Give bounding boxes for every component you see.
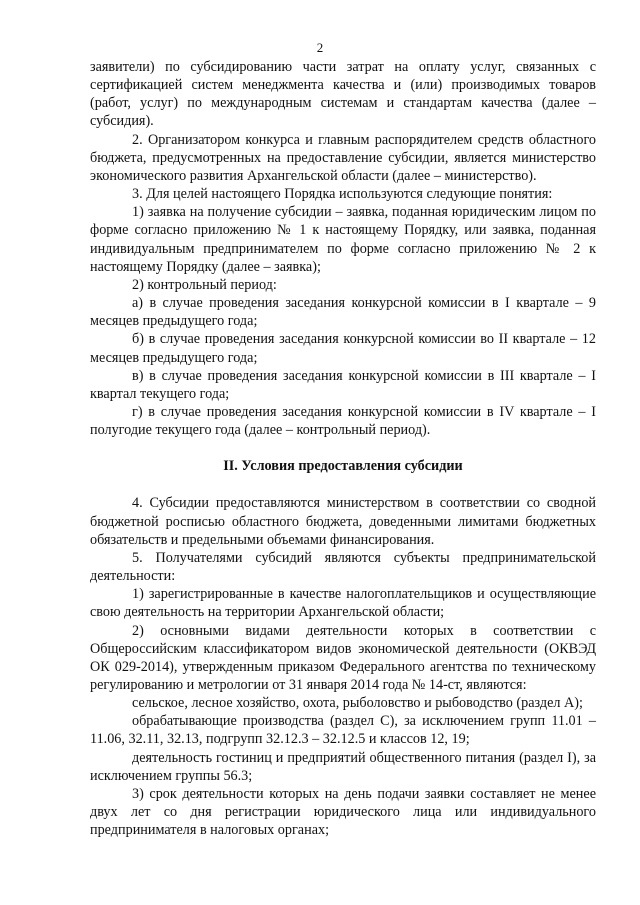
paragraph-period-d: г) в случае проведения заседания конкурсной комиссии в IV квартале – I полугодие текущего года (далее – контрольный период).: [90, 403, 596, 439]
paragraph-clause-3: 3. Для целей настоящего Порядка используются следующие понятия:: [132, 186, 553, 203]
paragraph-clause-5: 5. Получателями субсидий являются субъекты предпринимательской деятельности:: [90, 549, 596, 585]
page-number: 2: [316, 40, 324, 55]
paragraph-clause-2: 2. Организатором конкурса и главным распорядителем средств областного бюджета, предусмотренных на предоставление субсидии, является министерство экономического развития Архангельской области (далее – министерство).: [90, 131, 596, 184]
paragraph-activity-a: сельское, лесное хозяйство, охота, рыболовство и рыбоводство (раздел А);: [132, 695, 583, 712]
paragraph: заявители) по субсидированию части затрат на оплату услуг, связанных с сертификацией систем менеджмента качества и (или) производимых товаров (работ, услуг) по международным системам и стандартам качества (далее – субсидия).: [90, 59, 596, 130]
paragraph-recipient-2: 2) основными видами деятельности которых в соответствии с Общероссийским классификатором видов экономической деятельности (ОКВЭД ОК 029-2014), утвержденным приказом Федерального агентства по техническому регулированию и метрологии от 31 января 2014 года № 14-ст, являются:: [90, 622, 596, 693]
paragraph-period-b: б) в случае проведения заседания конкурсной комиссии во II квартале – 12 месяцев предыдущего года;: [90, 331, 596, 366]
paragraph-clause-4: 4. Субсидии предоставляются министерством в соответствии со сводной бюджетной росписью областного бюджета, доведенными лимитами бюджетных обязательств и предельными объемами финансирования.: [90, 495, 596, 548]
paragraph-period-a: а) в случае проведения заседания конкурсной комиссии в I квартале – 9 месяцев предыдущего года;: [90, 295, 596, 330]
paragraph-recipient-3: 3) срок деятельности которых на день подачи заявки составляет не менее двух лет со дня регистрации юридического лица или индивидуального предпринимателя в налоговых органах;: [90, 785, 596, 839]
section-title: II. Условия предоставления субсидии: [223, 458, 463, 475]
document-body: [90, 58, 596, 839]
paragraph-definition-1: 1) заявка на получение субсидии – заявка, поданная юридическим лицом по форме согласно приложению № 1 к настоящему Порядку, или заявка, поданная индивидуальным предпринимателем по форме согласно приложению № 2 к настоящему Порядку (далее – заявка);: [90, 204, 596, 275]
paragraph-activity-c: обрабатывающие производства (раздел С), за исключением групп 11.01 – 11.06, 32.11, 32.13, подгрупп 32.12.3 – 32.12.5 и классов 12, 19;: [90, 713, 596, 748]
paragraph-definition-2: 2) контрольный период:: [132, 276, 277, 293]
paragraph-period-c: в) в случае проведения заседания конкурсной комиссии в III квартале – I квартал текущего года;: [90, 367, 596, 402]
paragraph-activity-i: деятельность гостиниц и предприятий общественного питания (раздел I), за исключением группы 56.3;: [90, 749, 596, 784]
paragraph-recipient-1: 1) зарегистрированные в качестве налогоплательщиков и осуществляющие свою деятельность на территории Архангельской области;: [90, 586, 596, 621]
